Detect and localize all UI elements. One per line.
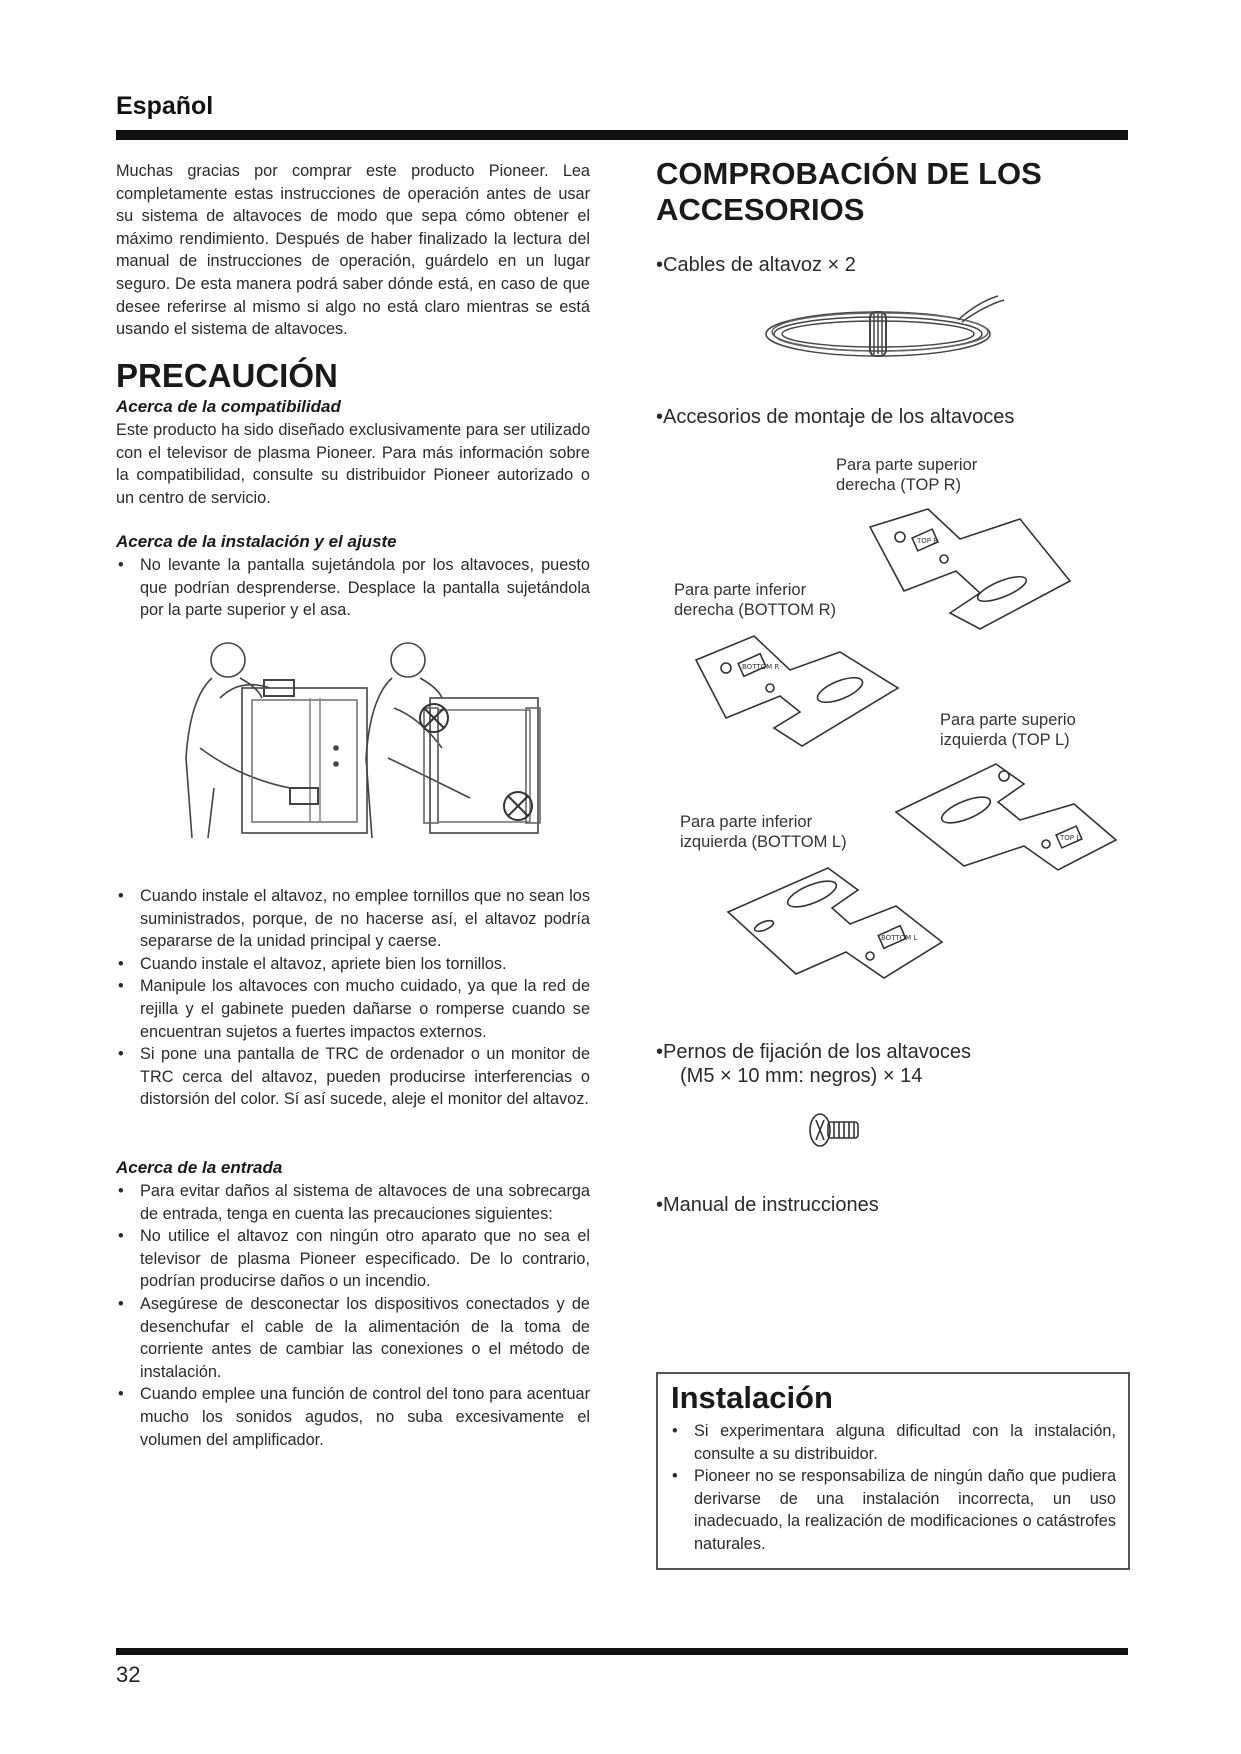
top-rule (116, 130, 1128, 140)
speaker-cable-illustration (758, 292, 1028, 372)
installation-title: Instalación (671, 1380, 833, 1415)
installation-list (670, 1420, 1116, 1556)
bottom-rule (116, 1648, 1128, 1655)
cables-item: • Cables de altavoz × 2 (656, 253, 856, 278)
list-item: • Para evitar daños al sistema de altavoces de una sobrecarga de entrada, tenga en cuenta las precauciones siguientes: (116, 1180, 590, 1225)
install-list-1 (116, 554, 590, 622)
person-head (211, 643, 245, 677)
installation-box (656, 1372, 1130, 1570)
list-item: • Pioneer no se responsabiliza de ningún daño que pudiera derivarse de una instalación incorrecta, un uso inadecuado, la realización de modificaciones o catástrofes naturales. (670, 1465, 1116, 1555)
list-item: • No utilice el altavoz con ningún otro aparato que no sea el televisor de plasma Pioneer especificado. De lo contrario, podrían producirse daños o un incendio. (116, 1225, 590, 1293)
bolts-item: • Pernos de fijación de los altavoces (656, 1040, 971, 1065)
intro-paragraph: Muchas gracias por comprar este producto Pioneer. Lea completamente estas instrucciones de operación antes de usar su sistema de altavoces de modo que sepa cómo obtener el máximo rendimiento. Después de haber finalizado la lectura del manual de instrucciones de operación, guárdelo en un lugar seguro. De esta manera podrá saber dónde está, en caso de que desee referirse al mismo si algo no está claro mientras se está usando el sistema de altavoces. (116, 162, 590, 339)
mounting-item: • Accesorios de montaje de los altavoces (656, 405, 1014, 430)
input-heading: Acerca de la entrada (116, 1158, 283, 1177)
compatibility-text: Este producto ha sido diseñado exclusivamente para ser utilizado con el televisor de plasma Pioneer. Para más información sobre la compatibilidad, consulte su distribuidor Pioneer autorizado o un centro de servicio. (116, 421, 590, 507)
list-item: • No levante la pantalla sujetándola por los altavoces, puesto que podrían desprenderse. Desplace la pantalla sujetándola por la parte superior y el asa. (116, 554, 590, 622)
install-list-2 (116, 885, 590, 1111)
list-item: • Asegúrese de desconectar los dispositivos conectados y de desenchufar el cable de la alimentación de la toma de corriente antes de cambiar las conexiones o el método de instalación. (116, 1293, 590, 1383)
caption-top-r: Para parte superior derecha (TOP R) (836, 456, 978, 494)
caption-bottom-l: Para parte inferior izquierda (BOTTOM L) (680, 813, 847, 851)
installation-adjust-heading: Acerca de la instalación y el ajuste (116, 532, 397, 551)
caption-top-l: Para parte superio izquierda (TOP L) (940, 711, 1076, 749)
caption-bottom-r: Para parte inferior derecha (BOTTOM R) (674, 581, 836, 619)
accessories-title-line2: ACCESORIOS (656, 192, 865, 227)
compatibility-heading: Acerca de la compatibilidad (116, 397, 341, 416)
manual-item: • Manual de instrucciones (656, 1193, 879, 1218)
list-item: • Si pone una pantalla de TRC de ordenador o un monitor de TRC cerca del altavoz, pueden producirse interferencias o distorsión del color. Sí así sucede, aleje el monitor del altavoz. (116, 1043, 590, 1111)
bracket-bottom-r (690, 630, 910, 760)
page-number: 32 (116, 1662, 141, 1687)
bracket-top-r (860, 505, 1080, 635)
list-item: • Cuando instale el altavoz, no emplee tornillos que no sean los suministrados, porque, de no hacerse así, el altavoz podría separarse de la unidad principal y caerse. (116, 885, 590, 953)
svg-text:TOP R: TOP R (917, 537, 939, 545)
prohibited-icon (504, 792, 532, 820)
svg-text:TOP L: TOP L (1060, 834, 1081, 842)
person-head (391, 643, 425, 677)
bracket-bottom-l (720, 860, 950, 990)
svg-text:BOTTOM R: BOTTOM R (742, 663, 780, 671)
accessories-title-line1: COMPROBACIÓN DE LOS (656, 156, 1042, 191)
bolt-icon (806, 1110, 866, 1150)
list-item: • Manipule los altavoces con mucho cuidado, ya que la red de rejilla y el gabinete pueden dañarse o romperse cuando se encuentran sujetos a fuertes impactos externos. (116, 975, 590, 1043)
input-list (116, 1180, 590, 1451)
list-item: • Si experimentara alguna dificultad con la instalación, consulte a su distribuidor. (670, 1420, 1116, 1465)
svg-text:BOTTOM L: BOTTOM L (881, 934, 918, 942)
lifting-illustration (180, 638, 540, 848)
list-item: • Cuando instale el altavoz, apriete bien los tornillos. (116, 953, 590, 976)
plasma-panel-right (430, 698, 538, 833)
precaution-title: PRECAUCIÓN (116, 357, 338, 394)
list-item: • Cuando emplee una función de control del tono para acentuar mucho los sonidos agudos, no suba excesivamente el volumen del amplificador. (116, 1383, 590, 1451)
language-heading: Español (116, 92, 214, 120)
bolts-spec: (M5 × 10 mm: negros) × 14 (680, 1065, 923, 1087)
plasma-panel-left (242, 688, 367, 833)
